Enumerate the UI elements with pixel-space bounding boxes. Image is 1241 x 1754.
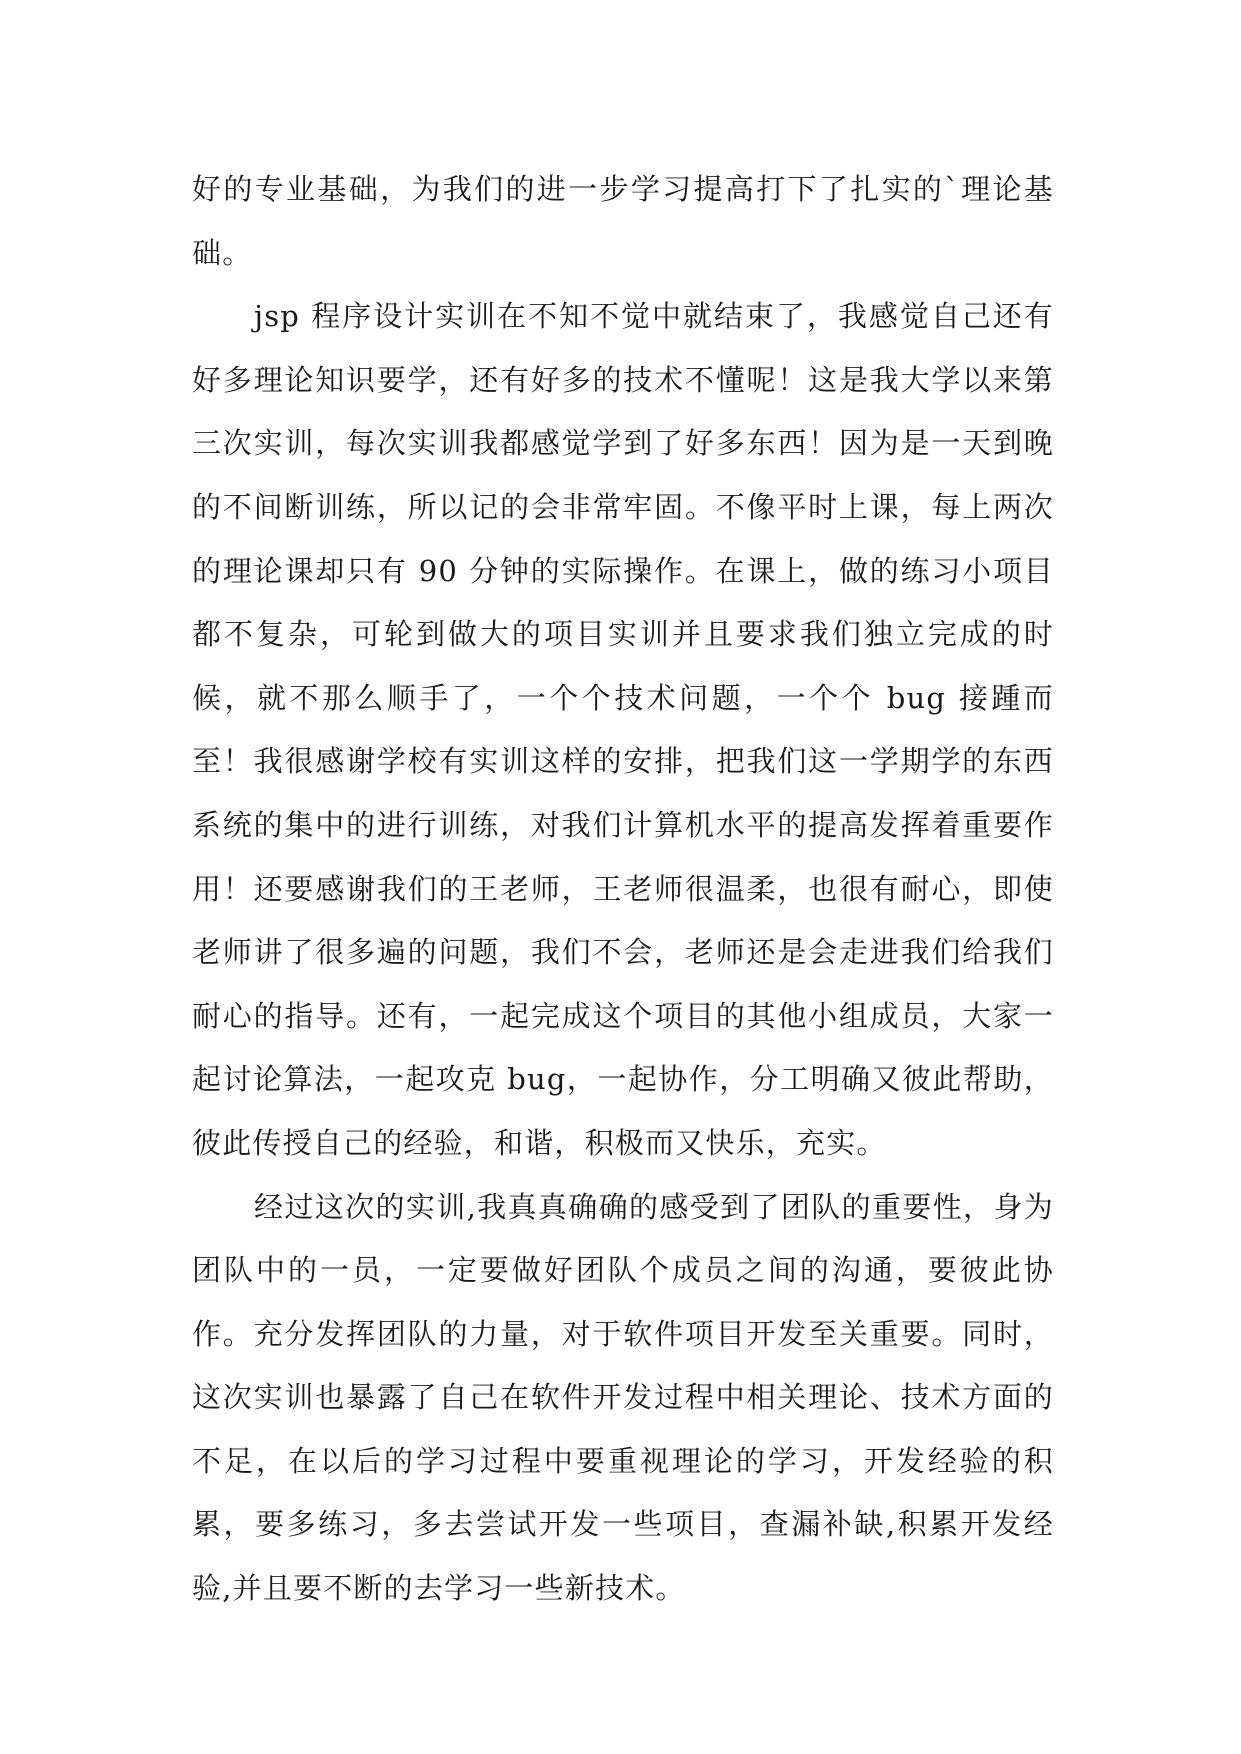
paragraph-training-reflection: jsp 程序设计实训在不知不觉中就结束了，我感觉自己还有好多理论知识要学，还有好多的技术不懂呢！这是我大学以来第三次实训，每次实训我都感觉学到了好多东西！因为是一天到晚的不间断训练，所以记的会非常牢固。不像平时上课，每上两次的理论课却只有 90 分钟的实际操作。在课上，做的练习小项目都不复杂，可轮到做大的项目实训并且要求我们独立完成的时候，就不那么顺手了，一个个技术问题，一个个 bug 接踵而至！我很感谢学校有实训这样的安排，把我们这一学期学的东西系统的集中的进行训练，对我们计算机水平的提高发挥着重要作用！还要感谢我们的王老师，王老师很温柔，也很有耐心，即使老师讲了很多遍的问题，我们不会，老师还是会走进我们给我们耐心的指导。还有，一起完成这个项目的其他小组成员，大家一起讨论算法，一起攻克 bug，一起协作，分工明确又彼此帮助，彼此传授自己的经验，和谐，积极而又快乐，充实。 bbox=[192, 299, 1054, 1160]
paragraph-teamwork-conclusion: 经过这次的实训,我真真确确的感受到了团队的重要性，身为团队中的一员，一定要做好团队个成员之间的沟通，要彼此协作。充分发挥团队的力量，对于软件项目开发至关重要。同时，这次实训也暴露了自己在软件开发过程中相关理论、技术方面的不足，在以后的学习过程中要重视理论的学习，开发经验的积累，要多练习，多去尝试开发一些项目，查漏补缺,积累开发经验,并且要不断的去学习一些新技术。 bbox=[192, 1189, 1054, 1606]
paragraph-continuation: 好的专业基础，为我们的进一步学习提高打下了扎实的`理论基础。 bbox=[192, 172, 1054, 270]
document-body bbox=[192, 158, 1054, 1621]
